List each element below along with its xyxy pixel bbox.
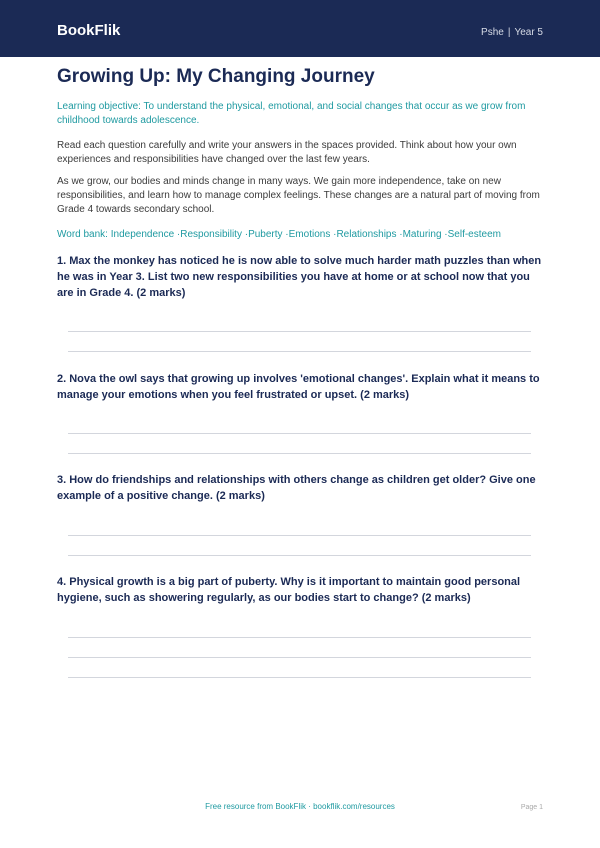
word-bank-label: Word bank: (57, 229, 108, 240)
context-paragraph: As we grow, our bodies and minds change in many ways. We gain more independence, take on new responsibilities, and learn how to manage complex feelings. These changes are a natural part of moving from Grade 4 towards secondary school. (57, 176, 540, 215)
subject-label: Pshe (481, 27, 504, 38)
year-label: Year 5 (514, 27, 543, 38)
answer-line[interactable] (68, 433, 531, 434)
subject-year-label (481, 27, 543, 39)
word-bank (57, 228, 543, 242)
word-bank-word: Independence (110, 229, 175, 240)
answer-line[interactable] (68, 535, 531, 536)
word-bank-word: · Emotions (283, 229, 331, 240)
answer-line[interactable] (68, 453, 531, 454)
question-2: 2. Nova the owl says that growing up involves 'emotional changes'. Explain what it means to manage your emotions when you feel frustrated or upset. (2 marks) (57, 373, 540, 401)
page-header (0, 0, 600, 57)
intro-section (57, 66, 543, 242)
answer-line[interactable] (68, 677, 531, 678)
word-bank-word: · Maturing (396, 229, 441, 240)
word-bank-word: · Self-esteem (442, 229, 501, 240)
question-1: 1. Max the monkey has noticed he is now able to solve much harder math puzzles than when he was in Year 3. List two new responsibilities you have at home or at school now that you are in Grade 4. (2 marks) (57, 255, 542, 299)
page-number: Page 1 (520, 804, 543, 811)
question-4: 4. Physical growth is a big part of puberty. Why is it important to maintain good personal hygiene, such as showering regularly, as our bodies start to change? (2 marks) (57, 576, 521, 604)
word-bank-word: · Puberty (242, 229, 283, 240)
footer-credit: Free resource from BookFlik · bookflik.com/resources (205, 802, 395, 811)
answer-line[interactable] (68, 331, 531, 332)
word-bank-word: · Relationships (330, 229, 396, 240)
meta-separator: | (507, 27, 511, 38)
page-title: Growing Up: My Changing Journey (57, 66, 375, 87)
answer-line[interactable] (68, 657, 531, 658)
answer-line[interactable] (68, 637, 531, 638)
answer-line[interactable] (68, 351, 531, 352)
instructions-paragraph: Read each question carefully and write your answers in the spaces provided. Think about how your own experiences and responsibilities have changed over the last few years. (57, 140, 517, 165)
answer-line[interactable] (68, 555, 531, 556)
question-3: 3. How do friendships and relationships with others change as children get older? Give one example of a positive change. (2 marks) (57, 474, 536, 502)
learning-objective: Learning objective: To understand the physical, emotional, and social changes that occur as we grow from childhood towards adolescence. (57, 101, 526, 126)
word-bank-word: · Responsibility (174, 229, 242, 240)
brand-logo: BookFlik (57, 22, 121, 39)
